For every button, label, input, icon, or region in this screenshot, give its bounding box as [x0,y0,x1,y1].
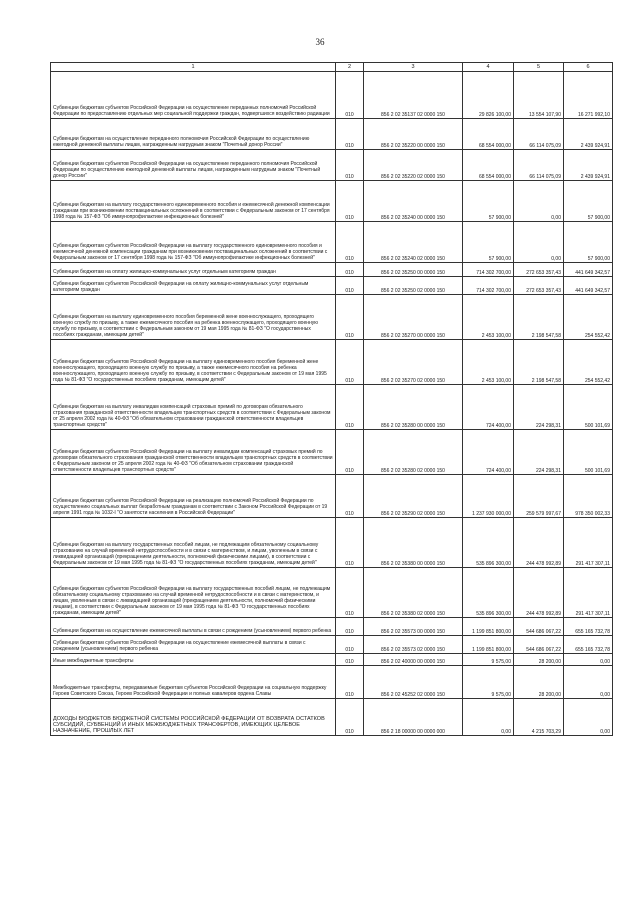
row-budget-classification-code: 856 2 02 35220 02 0000 150 [364,150,463,181]
row-executed-amount: 66 114 075,09 [514,150,564,181]
row-line-code: 010 [336,222,364,263]
row-approved-amount: 2 453 100,00 [463,295,514,340]
row-description-text: Субвенции бюджетам субъектов Российской Федерации на выплату государственного единовременного пособия и ежемесячной денежной компенсации гражданам при возникновении поствакцинальных осложнений в соответствии с Федеральным законом от 17 сентября 1998 года № 157-ФЗ "Об иммунопрофилактике инфекционных болезней" [53,243,328,261]
row-budget-classification-code: 856 2 02 35573 00 0000 150 [364,618,463,636]
row-executed-amount: 28 200,00 [514,654,564,666]
row-description [51,699,336,736]
row-description-text: Субвенции бюджетам на выплату государственного единовременного пособия и ежемесячной денежной компенсации гражданам при возникновении поствакцинальных осложнений в соответствии с Федеральным законом от 17 сентября 1998 года № 157-ФЗ "Об иммунопрофилактике инфекционных болезней" [53,202,330,220]
table-row [51,150,613,181]
table-header-row [51,63,613,72]
row-budget-classification-code: 856 2 02 35573 02 0000 150 [364,636,463,654]
row-executed-amount: 2 198 547,58 [514,340,564,385]
row-description [51,150,336,181]
row-approved-amount: 724 400,00 [463,385,514,430]
table-row [51,666,613,699]
row-line-code: 010 [336,385,364,430]
table-row [51,618,613,636]
row-approved-amount: 1 237 930 000,00 [463,475,514,518]
row-description [51,72,336,119]
row-approved-amount: 535 896 300,00 [463,568,514,618]
row-budget-classification-code: 856 2 02 35380 00 0000 150 [364,518,463,568]
row-description-text: Субвенции бюджетам субъектов Российской Федерации на выплату государственных пособий лицам, не подлежащим обязательному социальному страхованию на случай временной нетрудоспособности и в связи с материнством, и лицам, уволенным в связи с ликвидацией организаций (прекращением деятельности, полномочий физическими лицами), в соответствии с Федеральным законом от 19 мая 1995 года № 81-ФЗ "О государственных пособиях гражданам, имеющим детей" [53,586,331,616]
row-budget-classification-code: 856 2 18 00000 00 0000 000 [364,699,463,736]
table-row [51,119,613,150]
row-executed-amount: 66 114 075,09 [514,119,564,150]
row-budget-classification-code: 856 2 02 35220 00 0000 150 [364,119,463,150]
row-unexecuted-amount: 57 900,00 [564,181,613,222]
row-description [51,385,336,430]
row-description-text: Субвенции бюджетам субъектов Российской Федерации на осуществление переданного полномочия Российской Федерации по осуществлению ежегодной денежной выплаты лицам, награжденным нагрудным знаком "Почетный донор России" [53,161,321,179]
row-unexecuted-amount: 441 649 342,57 [564,277,613,295]
row-unexecuted-amount: 0,00 [564,654,613,666]
row-executed-amount: 28 200,00 [514,666,564,699]
row-line-code: 010 [336,568,364,618]
row-line-code: 010 [336,518,364,568]
row-budget-classification-code: 856 2 02 35270 02 0000 150 [364,340,463,385]
row-description [51,636,336,654]
row-line-code: 010 [336,636,364,654]
table-row [51,222,613,263]
column-header: 1 [51,63,336,72]
row-description-text: Субвенции бюджетам субъектов Российской Федерации на осуществление переданных полномочий Российской Федерации по предоставлению отдельных мер социальной поддержки граждан, подвергшихся воздействию радиации [53,105,330,117]
row-unexecuted-amount: 500 101,69 [564,385,613,430]
table-row [51,263,613,277]
row-executed-amount: 272 653 357,43 [514,263,564,277]
row-description-text: ДОХОДЫ БЮДЖЕТОВ БЮДЖЕТНОЙ СИСТЕМЫ РОССИЙСКОЙ ФЕДЕРАЦИИ ОТ ВОЗВРАТА ОСТАТКОВ СУБСИДИЙ, СУБВЕНЦИЙ И ИНЫХ МЕЖБЮДЖЕТНЫХ ТРАНСФЕРТОВ, ИМЕЮЩИХ ЦЕЛЕВОЕ НАЗНАЧЕНИЕ, ПРОШЛЫХ ЛЕТ [53,716,325,734]
row-executed-amount: 544 686 067,22 [514,618,564,636]
row-approved-amount: 535 896 300,00 [463,518,514,568]
row-line-code: 010 [336,277,364,295]
row-executed-amount: 224 298,31 [514,430,564,475]
row-budget-classification-code: 856 2 02 35240 02 0000 150 [364,222,463,263]
row-unexecuted-amount: 254 552,42 [564,295,613,340]
table-row [51,430,613,475]
row-description-text: Субвенции бюджетам субъектов Российской Федерации на оплату жилищно-коммунальных услуг отдельным категориям граждан [53,281,309,293]
row-budget-classification-code: 856 2 02 45252 02 0000 150 [364,666,463,699]
row-description-text: Субвенции бюджетам на осуществление ежемесячной выплаты в связи с рождением (усыновлением) первого ребенка [53,628,332,634]
row-executed-amount: 259 579 997,67 [514,475,564,518]
table-row [51,518,613,568]
row-approved-amount: 68 554 000,00 [463,119,514,150]
row-description-text: Субвенции бюджетам на выплату государственных пособий лицам, не подлежащим обязательному социальному страхованию на случай временной нетрудоспособности и в связи с материнством, и лицам, уволенным в связи с ликвидацией организаций (прекращением деятельности, полномочий физическими лицами), в соответствии с Федеральным законом от 19 мая 1995 года № 81-ФЗ "О государственных пособиях гражданам, имеющим детей" [53,542,319,566]
table-row [51,277,613,295]
row-executed-amount: 544 686 067,22 [514,636,564,654]
row-description [51,181,336,222]
row-unexecuted-amount: 254 552,42 [564,340,613,385]
row-budget-classification-code: 856 2 02 35280 02 0000 150 [364,430,463,475]
row-description-text: Субвенции бюджетам на осуществление переданного полномочия Российской Федерации по осуществлению ежегодной денежной выплаты лицам, награжденным нагрудным знаком "Почетный донор России" [53,136,310,148]
table-row [51,340,613,385]
column-header: 5 [514,63,564,72]
row-budget-classification-code: 856 2 02 35137 02 0000 150 [364,72,463,119]
row-executed-amount: 0,00 [514,181,564,222]
row-line-code: 010 [336,475,364,518]
row-budget-classification-code: 856 2 02 35250 00 0000 150 [364,263,463,277]
page-number: 36 [315,37,325,47]
budget-table [50,62,613,736]
row-description [51,222,336,263]
row-unexecuted-amount: 2 439 924,91 [564,119,613,150]
table-row [51,181,613,222]
row-description-text: Субвенции бюджетам на оплату жилищно-коммунальных услуг отдельным категориям граждан [53,269,276,275]
row-budget-classification-code: 856 2 02 40000 00 0000 150 [364,654,463,666]
row-executed-amount: 224 298,31 [514,385,564,430]
row-line-code: 010 [336,654,364,666]
row-approved-amount: 9 575,00 [463,654,514,666]
row-unexecuted-amount: 0,00 [564,699,613,736]
column-header: 6 [564,63,613,72]
row-unexecuted-amount: 655 165 732,78 [564,618,613,636]
table-row [51,636,613,654]
row-description-text: Субвенции бюджетам субъектов Российской Федерации на осуществление ежемесячной выплаты в связи с рождением (усыновлением) первого ребенка [53,640,306,652]
table-row [51,385,613,430]
row-unexecuted-amount: 291 417 307,11 [564,518,613,568]
column-header: 3 [364,63,463,72]
row-executed-amount: 244 478 992,89 [514,518,564,568]
row-unexecuted-amount: 291 417 307,11 [564,568,613,618]
row-unexecuted-amount: 500 101,69 [564,430,613,475]
row-line-code: 010 [336,666,364,699]
row-executed-amount: 13 554 107,90 [514,72,564,119]
row-description-text: Иные межбюджетные трансферты [53,658,134,664]
row-approved-amount: 2 453 100,00 [463,340,514,385]
row-line-code: 010 [336,295,364,340]
row-line-code: 010 [336,119,364,150]
row-description [51,518,336,568]
row-unexecuted-amount: 0,00 [564,666,613,699]
row-description-text: Субвенции бюджетам на выплату единовременного пособия беременной жене военнослужащего, проходящего военную службу по призыву, а также ежемесячного пособия на ребенка военнослужащего, проходящего военную службу по призыву, в соответствии с Федеральным законом от 19 мая 1995 года № 81-ФЗ "О государственных пособиях гражданам, имеющим детей" [53,314,319,338]
row-executed-amount: 2 198 547,58 [514,295,564,340]
row-description [51,475,336,518]
row-unexecuted-amount: 655 165 732,78 [564,636,613,654]
row-description [51,340,336,385]
row-description [51,295,336,340]
row-line-code: 010 [336,263,364,277]
row-description-text: Субвенции бюджетам субъектов Российской Федерации на выплату единовременного пособия беременной жене военнослужащего, проходящего военную службу по призыву, а также ежемесячного пособия на ребенка военнослужащего, проходящего военную службу по призыву, в соответствии с Федеральным законом от 19 мая 1995 года № 81-ФЗ "О государственных пособиях гражданам, имеющим детей" [53,359,327,383]
row-budget-classification-code: 856 2 02 35380 02 0000 150 [364,568,463,618]
row-line-code: 010 [336,72,364,119]
row-description [51,568,336,618]
row-approved-amount: 9 575,00 [463,666,514,699]
row-description-text: Межбюджетные трансферты, передаваемые бюджетам субъектов Российской Федерации на социальную поддержку Героев Советского Союза, Героев Российской Федерации и полных кавалеров ордена Славы [53,685,327,697]
row-approved-amount: 1 199 851 800,00 [463,618,514,636]
row-description [51,263,336,277]
row-line-code: 010 [336,430,364,475]
row-description [51,430,336,475]
row-budget-classification-code: 856 2 02 35250 02 0000 150 [364,277,463,295]
column-header: 4 [463,63,514,72]
row-executed-amount: 0,00 [514,222,564,263]
row-unexecuted-amount: 57 900,00 [564,222,613,263]
row-description [51,618,336,636]
row-budget-classification-code: 856 2 02 35280 00 0000 150 [364,385,463,430]
row-approved-amount: 57 900,00 [463,181,514,222]
row-description-text: Субвенции бюджетам субъектов Российской Федерации на выплату инвалидам компенсаций страховых премий по договорам обязательного страхования гражданской ответственности владельцев транспортных средств в соответствии с Федеральным законом от 25 апреля 2002 года № 40-ФЗ "Об обязательном страховании гражданской ответственности владельцев транспортных средств" [53,449,333,473]
row-approved-amount: 57 900,00 [463,222,514,263]
row-unexecuted-amount: 978 350 002,33 [564,475,613,518]
row-description [51,654,336,666]
table-row [51,295,613,340]
row-approved-amount: 0,00 [463,699,514,736]
row-description [51,119,336,150]
row-description-text: Субвенции бюджетам на выплату инвалидам компенсаций страховых премий по договорам обязательного страхования гражданской ответственности владельцев транспортных средств в соответствии с Федеральным законом от 25 апреля 2002 года № 40-ФЗ "Об обязательном страховании гражданской ответственности владельцев транспортных средств" [53,404,331,428]
row-executed-amount: 272 653 357,43 [514,277,564,295]
row-approved-amount: 714 302 700,00 [463,263,514,277]
row-line-code: 010 [336,181,364,222]
row-unexecuted-amount: 2 439 924,91 [564,150,613,181]
row-executed-amount: 4 215 703,29 [514,699,564,736]
row-approved-amount: 724 400,00 [463,430,514,475]
row-budget-classification-code: 856 2 02 35270 00 0000 150 [364,295,463,340]
row-budget-classification-code: 856 2 02 35240 00 0000 150 [364,181,463,222]
row-line-code: 010 [336,699,364,736]
row-approved-amount: 29 826 100,00 [463,72,514,119]
table-row [51,654,613,666]
table-row [51,568,613,618]
row-approved-amount: 1 199 851 800,00 [463,636,514,654]
table-row [51,72,613,119]
row-line-code: 010 [336,150,364,181]
row-description-text: Субвенции бюджетам субъектов Российской Федерации на реализацию полномочий Российской Федерации по осуществлению социальных выплат безработным гражданам в соответствии с Законом Российской Федерации от 19 апреля 1991 года № 1032-I "О занятости населения в Российской Федерации" [53,498,328,516]
row-approved-amount: 68 554 000,00 [463,150,514,181]
row-line-code: 010 [336,340,364,385]
row-description [51,277,336,295]
row-description [51,666,336,699]
row-unexecuted-amount: 16 271 992,10 [564,72,613,119]
column-header: 2 [336,63,364,72]
row-executed-amount: 244 478 992,89 [514,568,564,618]
row-approved-amount: 714 302 700,00 [463,277,514,295]
table-row [51,699,613,736]
row-line-code: 010 [336,618,364,636]
table-row [51,475,613,518]
row-unexecuted-amount: 441 649 342,57 [564,263,613,277]
row-budget-classification-code: 856 2 02 35290 02 0000 150 [364,475,463,518]
